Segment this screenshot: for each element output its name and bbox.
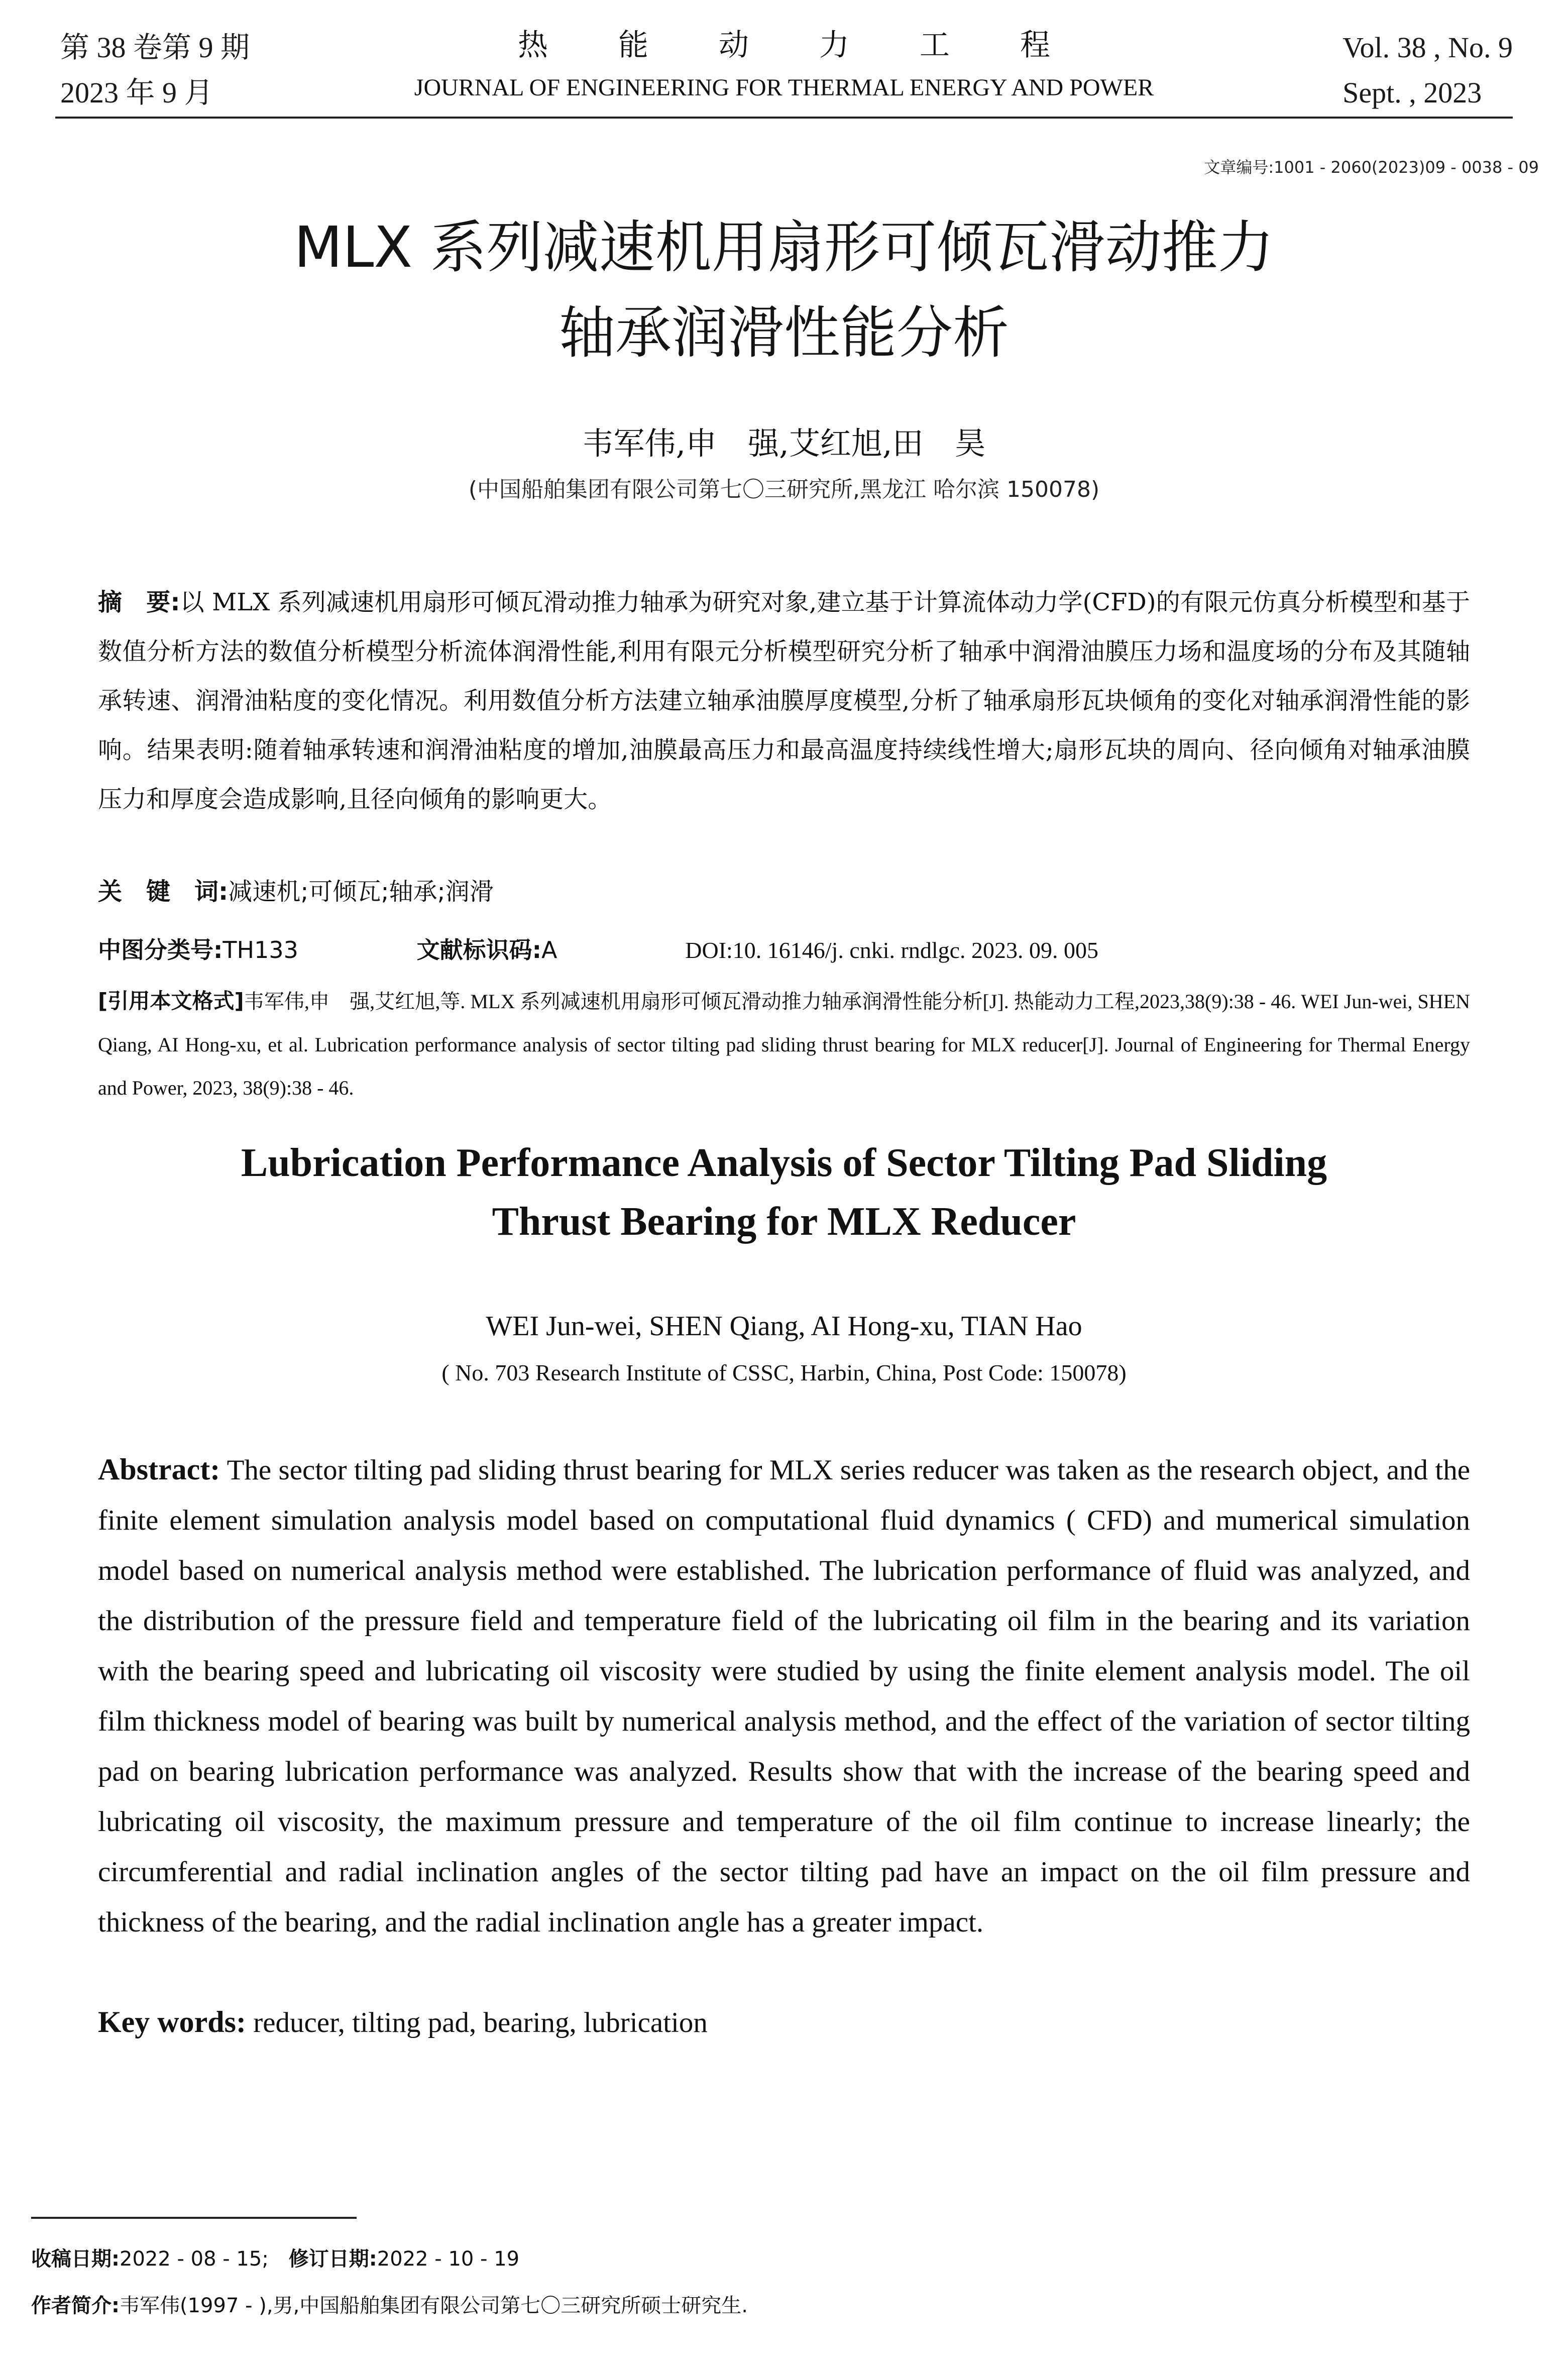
doi[interactable]: DOI:10. 16146/j. cnki. rndlgc. 2023. 09. 005 — [685, 937, 1099, 963]
abstract-cn — [98, 578, 1470, 824]
clc-item — [98, 927, 409, 973]
issue-volume-cn: 第 38 卷第 9 期 — [60, 31, 250, 64]
classification-line — [98, 927, 1470, 973]
article-number: 文章编号:1001 - 2060(2023)09 - 0038 - 09 — [1204, 158, 1539, 177]
received-value: 2022 - 08 - 15; — [120, 2247, 269, 2271]
keywords-cn-label: 关 键 词: — [98, 878, 229, 906]
clc-label: 中图分类号: — [98, 936, 223, 963]
authors-cn: 韦军伟,申 强,艾红旭,田 昊 — [582, 425, 986, 462]
revised-label: 修订日期: — [288, 2247, 377, 2271]
revised-value: 2022 - 10 - 19 — [377, 2247, 520, 2271]
doc-code-label: 文献标识码: — [416, 936, 542, 963]
citation-format — [98, 980, 1470, 1110]
title-cn-line1: MLX 系列减速机用扇形可倾瓦滑动推力 — [294, 215, 1274, 280]
affiliation-en: ( No. 703 Research Institute of CSSC, Harbin, China, Post Code: 150078) — [441, 1360, 1127, 1385]
issue-date-cn: 2023 年 9 月 — [60, 76, 213, 109]
doc-code-item — [417, 927, 678, 973]
header-divider — [55, 117, 1513, 119]
author-bio-value: 韦军伟(1997 - ),男,中国船舶集团有限公司第七〇三研究所硕士研究生. — [120, 2294, 748, 2317]
keywords-en-label: Key words: — [98, 2005, 246, 2038]
title-en-line1: Lubrication Performance Analysis of Sector Tilting Pad Sliding — [241, 1141, 1327, 1185]
footnote-divider — [31, 2217, 357, 2219]
abstract-en — [98, 1444, 1470, 1948]
abstract-cn-text: 以 MLX 系列减速机用扇形可倾瓦滑动推力轴承为研究对象,建立基于计算流体动力学(CFD)的有限元仿真分析模型和基于数值分析方法的数值分析模型分析流体润滑性能,利用有限元分析模型研究分析了轴承中润滑油膜压力场和温度场的分布及其随轴承转速、润滑油粘度的变化情况。利用数值分析方法建立轴承油膜厚度模型,分析了轴承扇形瓦块倾角的变化对轴承润滑性能的影响。结果表明:随着轴承转速和润滑油粘度的增加,油膜最高压力和最高温度持续线性增大;扇形瓦块的周向、径向倾角对轴承油膜压力和厚度会造成影响,且径向倾角的影响更大。 — [98, 588, 1470, 813]
abstract-en-label: Abstract: — [98, 1453, 220, 1486]
issue-date-en: Sept. , 2023 — [1342, 76, 1482, 109]
keywords-en — [98, 1997, 1470, 2048]
issue-volume-en: Vol. 38 , No. 9 — [1342, 31, 1513, 64]
issue-info-en — [1342, 25, 1513, 116]
title-en-line2: Thrust Bearing for MLX Reducer — [492, 1200, 1076, 1244]
footnote-dates — [31, 2241, 1488, 2277]
journal-name-cn: 热能动力工程 — [518, 28, 1121, 63]
keywords-cn-text: 减速机;可倾瓦;轴承;润滑 — [228, 878, 494, 906]
keywords-cn — [98, 869, 1470, 914]
clc-value: TH133 — [222, 936, 298, 963]
abstract-en-text: The sector tilting pad sliding thrust bearing for MLX series reducer was taken as the research object, and the finite element simulation analysis model based on computational fluid dynamics ( CFD) and mumerical simulation model based on numerical analysis method were established. The lubrication performance of fluid was analyzed, and the distribution of the pressure field and temperature field of the lubricating oil film in the bearing and its variation with the bearing speed and lubricating oil viscosity were studied by using the finite element analysis model. The oil film thickness model of bearing was built by numerical analysis method, and the effect of the variation of sector tilting pad on bearing lubrication performance was analyzed. Results show that with the increase of the bearing speed and lubricating oil viscosity, the maximum pressure and temperature of the oil film continue to increase linearly; the circumferential and radial inclination angles of the sector tilting pad have an impact on the oil film pressure and thickness of the bearing, and the radial inclination angle has a greater impact. — [98, 1454, 1470, 1938]
received-label: 收稿日期: — [31, 2247, 120, 2271]
authors-en: WEI Jun-wei, SHEN Qiang, AI Hong-xu, TIAN Hao — [486, 1311, 1082, 1342]
abstract-cn-label: 摘 要: — [98, 588, 180, 616]
citation-text: 韦军伟,申 强,艾红旭,等. MLX 系列减速机用扇形可倾瓦滑动推力轴承润滑性能分析[J]. 热能动力工程,2023,38(9):38 - 46. WEI Jun-wei, SHEN Qiang, AI Hong-xu, et al. Lubrication performance analysis of sector tilting pad sliding thrust bearing for MLX reducer[J]. Journal of Engineering for Thermal Energy and Power, 2023, 38(9):38 - 46. — [98, 990, 1470, 1099]
author-bio-label: 作者简介: — [31, 2294, 120, 2317]
doc-code-value: A — [541, 936, 557, 963]
affiliation-cn: (中国船舶集团有限公司第七〇三研究所,黑龙江 哈尔滨 150078) — [468, 477, 1100, 502]
title-cn-line2: 轴承润滑性能分析 — [559, 300, 1009, 366]
footnote-author — [31, 2288, 1488, 2323]
keywords-en-text: reducer, tilting pad, bearing, lubrication — [253, 2007, 708, 2038]
journal-name-en: JOURNAL OF ENGINEERING FOR THERMAL ENERGY AND POWER — [414, 74, 1154, 101]
citation-label: [引用本文格式] — [98, 989, 244, 1013]
